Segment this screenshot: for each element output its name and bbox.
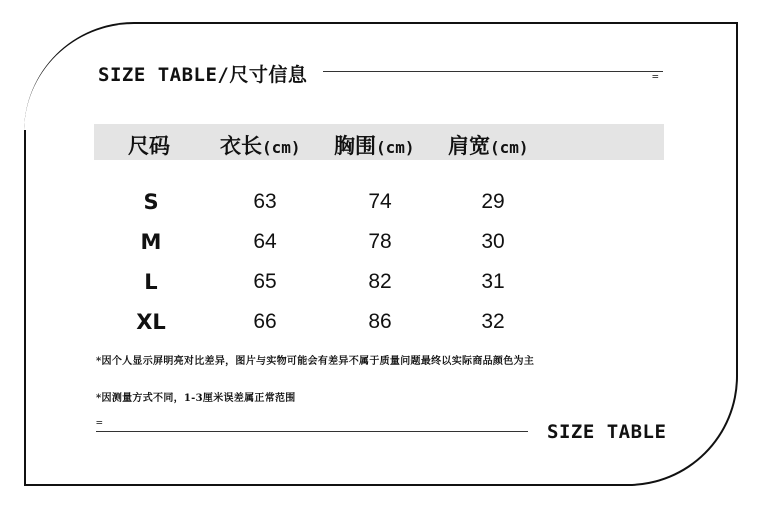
- table-cell-chest: 74: [368, 190, 392, 213]
- header-size: [128, 130, 170, 160]
- footer-rule-mark: =: [96, 416, 103, 429]
- header-unit: (cm): [376, 138, 415, 157]
- footer-label: SIZE TABLE: [547, 421, 667, 443]
- table-cell-size: XL: [136, 310, 166, 334]
- footer-rule: [96, 431, 528, 432]
- table-cell-size: L: [144, 270, 158, 294]
- title-rule: [323, 71, 663, 72]
- note-display-difference: *因个人显示屏明亮对比差异，图片与实物可能会有差异不属于质量问题最终以实际商品颜色为主: [96, 356, 535, 367]
- table-cell-length: 64: [253, 230, 277, 253]
- header-unit: (cm): [490, 138, 529, 157]
- table-cell-length: 63: [253, 190, 277, 213]
- table-cell-shoulder: 32: [481, 310, 505, 333]
- table-cell-shoulder: 29: [481, 190, 505, 213]
- table-cell-length: 65: [253, 270, 277, 293]
- table-cell-size: M: [140, 230, 162, 254]
- table-cell-chest: 78: [368, 230, 392, 253]
- header-chest: [334, 130, 415, 160]
- table-cell-shoulder: 30: [481, 230, 505, 253]
- page-title: SIZE TABLE/尺寸信息: [98, 64, 308, 86]
- table-cell-chest: 86: [368, 310, 392, 333]
- table-cell-chest: 82: [368, 270, 392, 293]
- title-rule-mark: =: [652, 70, 659, 83]
- rounded-frame: [24, 22, 738, 486]
- header-label: 尺码: [128, 133, 170, 158]
- table-cell-shoulder: 31: [481, 270, 505, 293]
- header-label: 衣长: [220, 133, 262, 158]
- header-unit: (cm): [262, 138, 301, 157]
- frame-left-edge: [24, 130, 26, 486]
- table-cell-size: S: [143, 190, 159, 214]
- header-shoulder: [448, 130, 529, 160]
- note-measurement-tolerance: *因测量方式不同，1-3厘米误差属正常范围: [96, 393, 296, 404]
- header-label: 肩宽: [448, 133, 490, 158]
- table-cell-length: 66: [253, 310, 277, 333]
- header-length: [220, 130, 301, 160]
- header-label: 胸围: [334, 133, 376, 158]
